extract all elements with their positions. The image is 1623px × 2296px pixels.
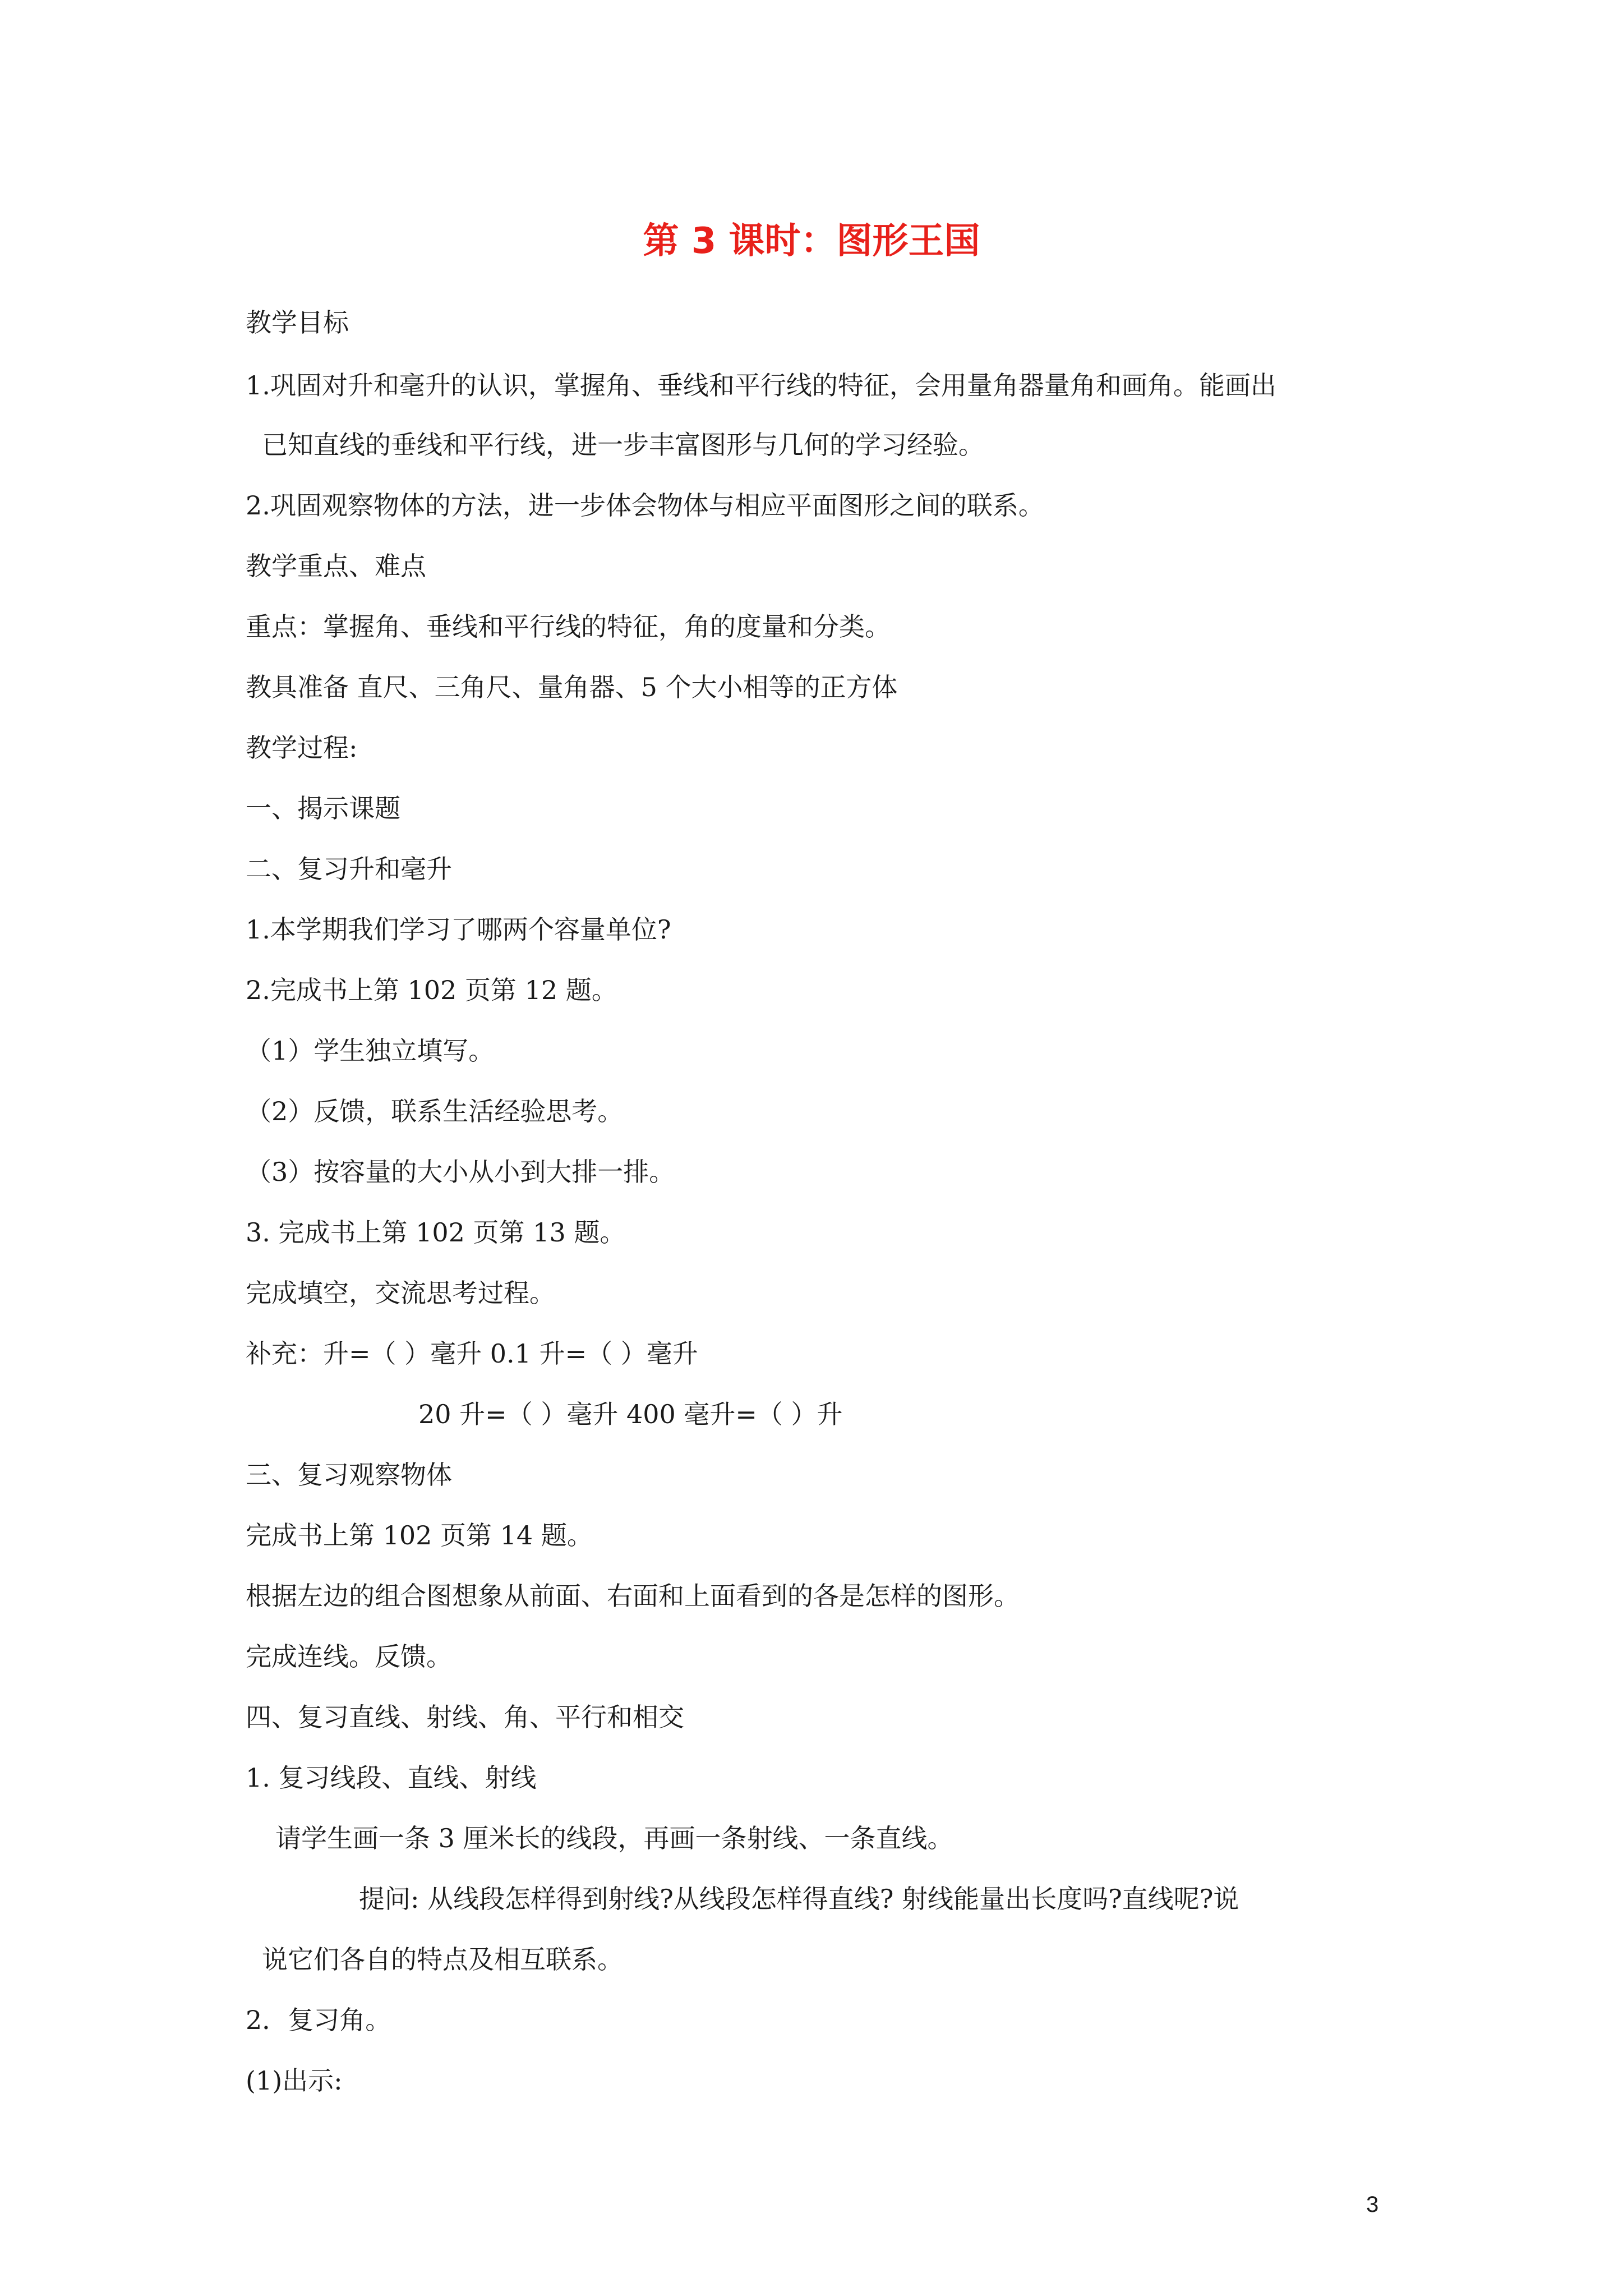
text-line: 完成书上第 102 页第 14 题。 xyxy=(246,1520,593,1550)
text-line: 2.巩固观察物体的方法，进一步体会物体与相应平面图形之间的联系。 xyxy=(246,490,1044,521)
text-line: 完成连线。反馈。 xyxy=(246,1641,452,1672)
text-line: 完成填空，交流思考过程。 xyxy=(246,1278,555,1308)
text-line: 20 升=（ ）毫升 400 毫升=（ ）升 xyxy=(418,1399,843,1429)
text-line: 教具准备 直尺、三角尺、量角器、5 个大小相等的正方体 xyxy=(246,672,898,702)
text-line: 请学生画一条 3 厘米长的线段，再画一条射线、一条直线。 xyxy=(275,1823,953,1853)
text-line: 教学目标 xyxy=(246,307,349,338)
text-line: 1.巩固对升和毫升的认识，掌握角、垂线和平行线的特征，会用量角器量角和画角。能画出 xyxy=(246,370,1276,401)
text-line: 1.本学期我们学习了哪两个容量单位? xyxy=(246,914,671,945)
text-line: 3. 完成书上第 102 页第 13 题。 xyxy=(246,1217,626,1248)
text-line: （3）按容量的大小从小到大排一排。 xyxy=(246,1157,675,1187)
text-line: （2）反馈，联系生活经验思考。 xyxy=(246,1096,624,1126)
text-line: (1)出示: xyxy=(246,2065,343,2096)
text-line: （1）学生独立填写。 xyxy=(246,1036,495,1066)
text-line: 提问: 从线段怎样得到射线?从线段怎样得直线? 射线能量出长度吗?直线呢?说 xyxy=(359,1884,1239,1914)
text-line: 重点：掌握角、垂线和平行线的特征，角的度量和分类。 xyxy=(246,611,891,642)
text-line: 补充：升=（ ）毫升 0.1 升=（ ）毫升 xyxy=(246,1338,698,1369)
text-line: 说它们各自的特点及相互联系。 xyxy=(262,1944,623,1975)
text-line: 1. 复习线段、直线、射线 xyxy=(246,1763,537,1793)
text-line: 教学过程: xyxy=(246,733,358,763)
text-line: 2．复习角。 xyxy=(246,2005,391,2035)
text-line: 三、复习观察物体 xyxy=(246,1460,452,1490)
page-title: 第 3 课时：图形王国 xyxy=(643,220,980,262)
text-line: 一、揭示课题 xyxy=(246,793,400,823)
text-line: 四、复习直线、射线、角、平行和相交 xyxy=(246,1702,684,1732)
text-line: 根据左边的组合图想象从前面、右面和上面看到的各是怎样的图形。 xyxy=(246,1581,1020,1611)
page-number: 3 xyxy=(1366,2192,1379,2217)
text-line: 已知直线的垂线和平行线，进一步丰富图形与几何的学习经验。 xyxy=(262,430,984,460)
text-line: 教学重点、难点 xyxy=(246,551,426,581)
text-line: 二、复习升和毫升 xyxy=(246,854,452,884)
text-line: 2.完成书上第 102 页第 12 题。 xyxy=(246,975,617,1005)
